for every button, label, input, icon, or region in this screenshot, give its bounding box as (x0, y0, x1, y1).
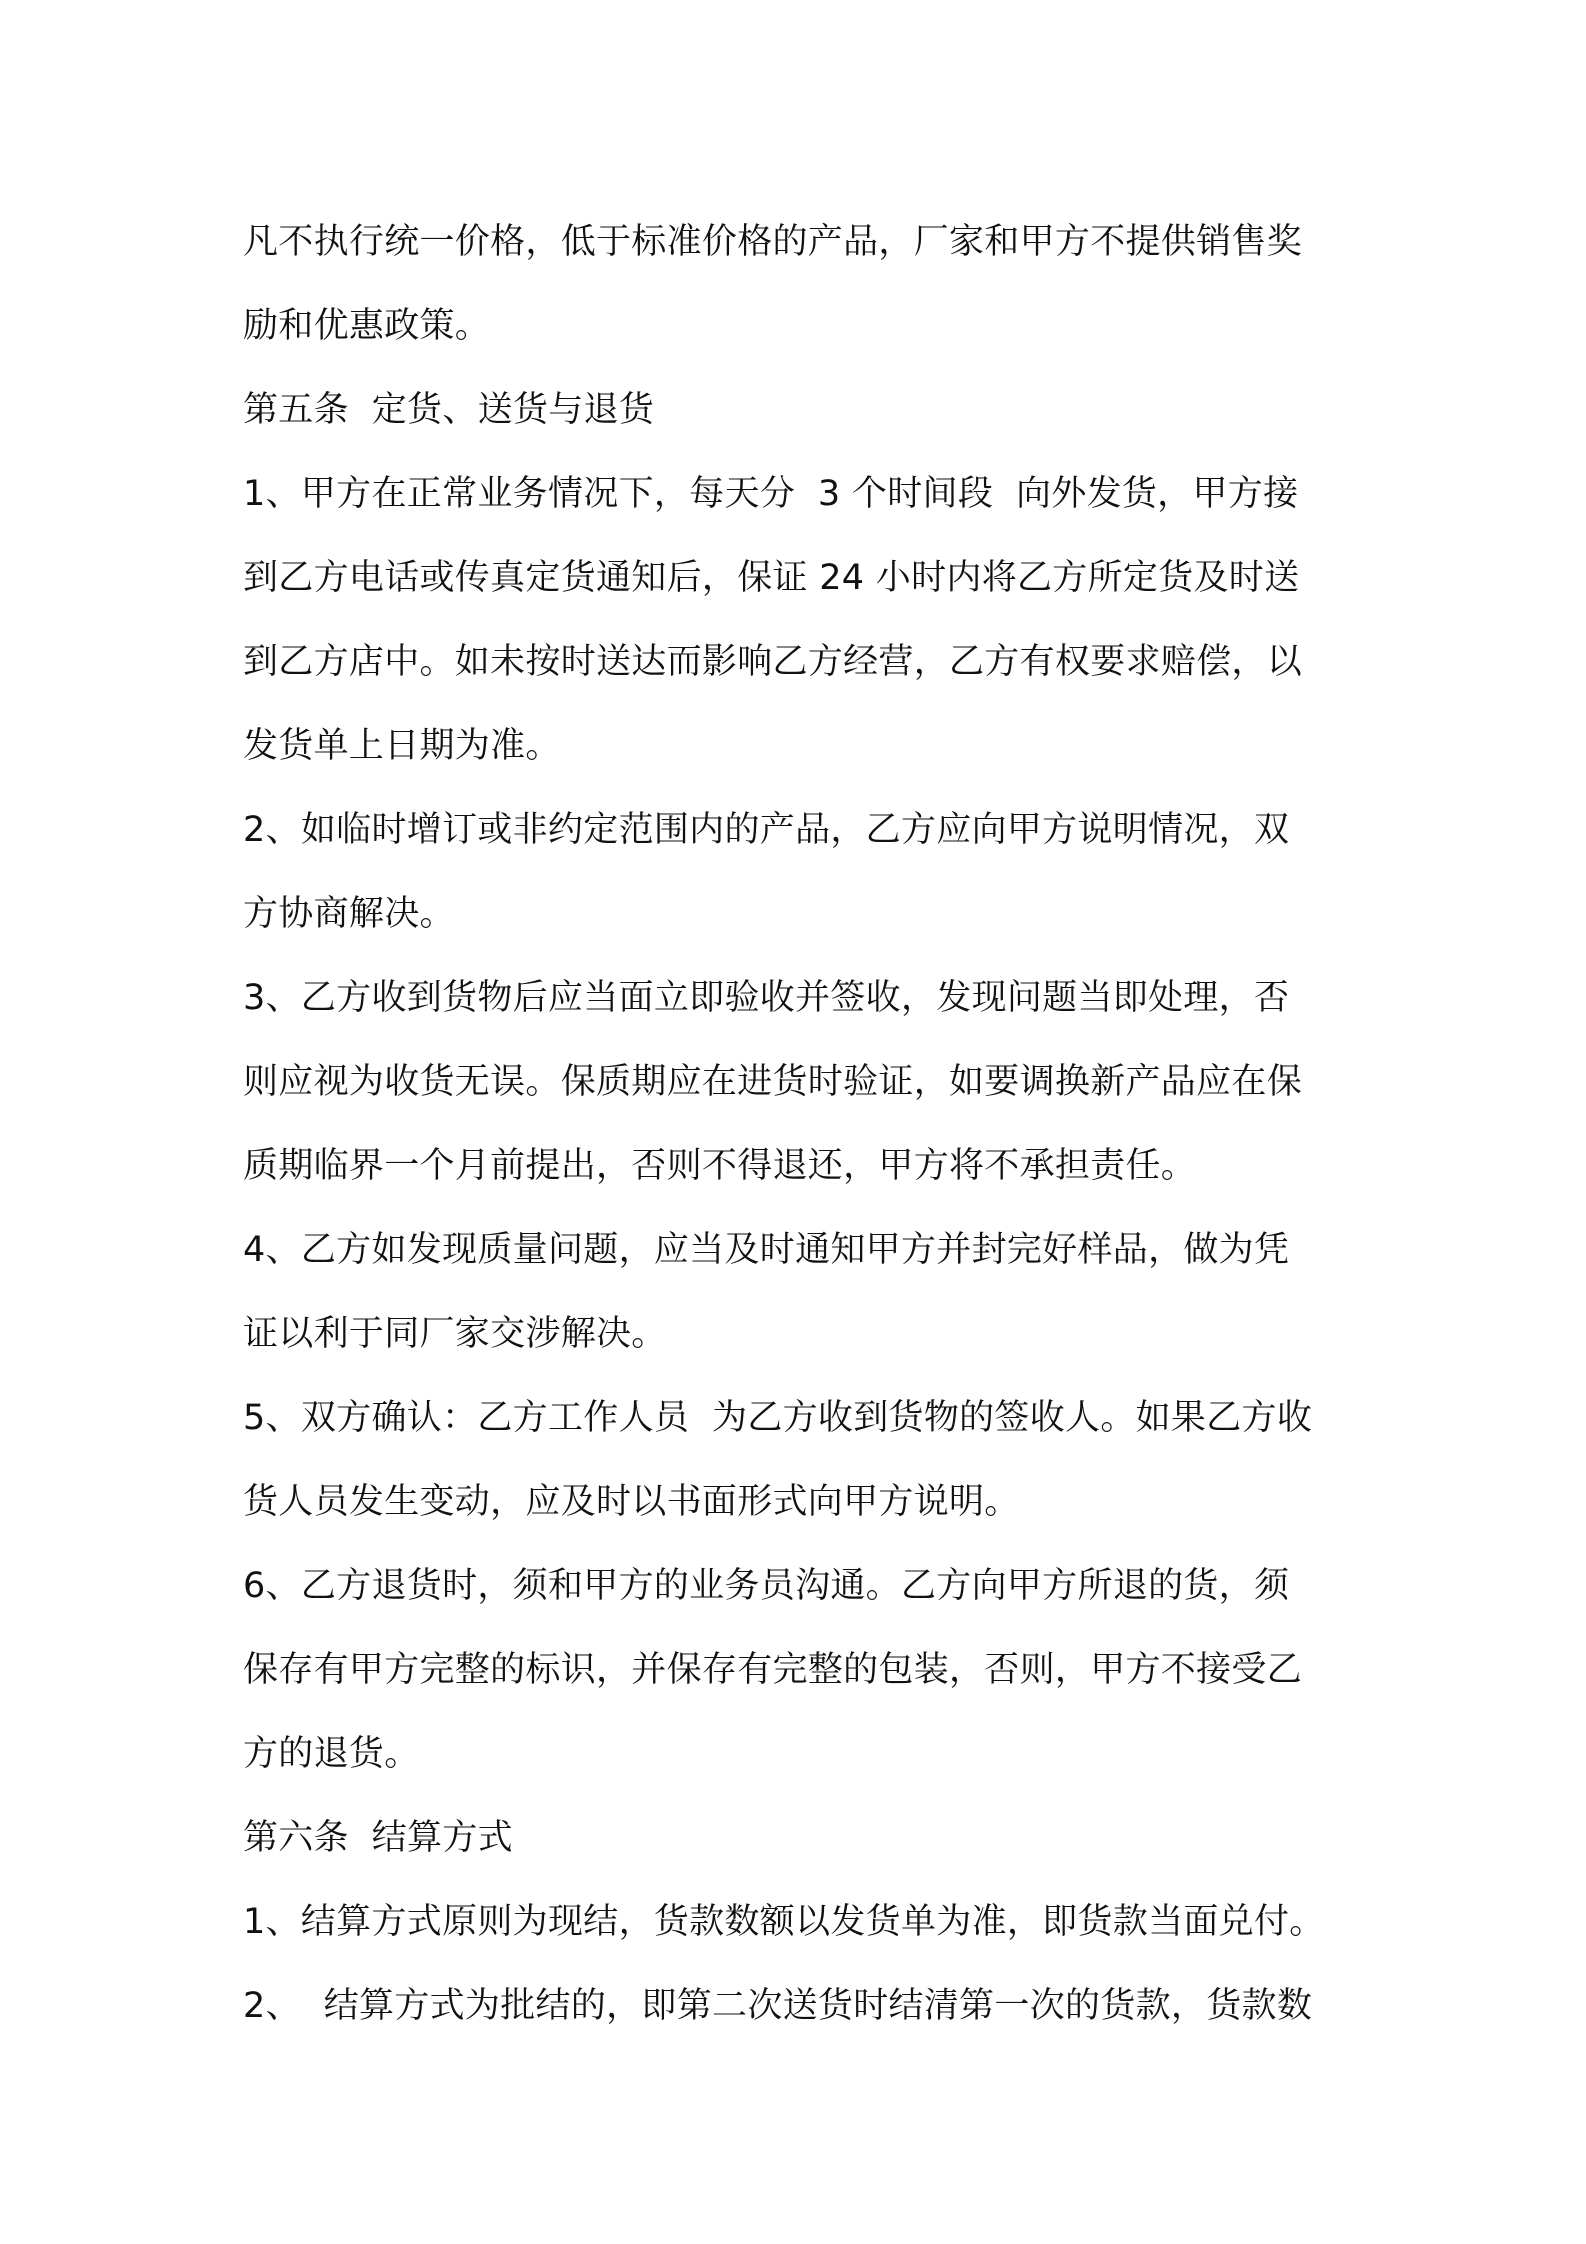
clause-line: 则应视为收货无误。保质期应在进货时验证，如要调换新产品应在保 (243, 1062, 1303, 1102)
article-heading: 第六条 结算方式 (243, 1818, 513, 1858)
paragraph-continuation-line: 励和优惠政策。 (243, 306, 491, 346)
clause-line: 2、 结算方式为批结的，即第二次送货时结清第一次的货款，货款数 (243, 1986, 1313, 2026)
clause-line: 3、乙方收到货物后应当面立即验收并签收，发现问题当即处理，否 (243, 978, 1290, 1018)
clause-line: 到乙方电话或传真定货通知后，保证 24 小时内将乙方所定货及时送 (243, 558, 1300, 598)
clause-line: 2、如临时增订或非约定范围内的产品，乙方应向甲方说明情况，双 (243, 810, 1290, 850)
clause-line: 5、双方确认：乙方工作人员 为乙方收到货物的签收人。如果乙方收 (243, 1398, 1313, 1438)
document-body (243, 200, 1355, 2048)
clause-line: 6、乙方退货时，须和甲方的业务员沟通。乙方向甲方所退的货，须 (243, 1566, 1290, 1606)
clause-line: 1、结算方式原则为现结，货款数额以发货单为准，即货款当面兑付。 (243, 1902, 1325, 1942)
clause-line: 发货单上日期为准。 (243, 726, 561, 766)
clause-line: 质期临界一个月前提出，否则不得退还，甲方将不承担责任。 (243, 1146, 1197, 1186)
clause-line: 保存有甲方完整的标识，并保存有完整的包装，否则，甲方不接受乙 (243, 1650, 1303, 1690)
clause-line: 货人员发生变动，应及时以书面形式向甲方说明。 (243, 1482, 1020, 1522)
clause-line: 方协商解决。 (243, 894, 455, 934)
clause-line: 1、甲方在正常业务情况下，每天分 3 个时间段 向外发货，甲方接 (243, 474, 1299, 514)
clause-line: 到乙方店中。如未按时送达而影响乙方经营，乙方有权要求赔偿，以 (243, 642, 1303, 682)
article-heading: 第五条 定货、送货与退货 (243, 390, 655, 430)
clause-line: 方的退货。 (243, 1734, 420, 1774)
paragraph-continuation-line: 凡不执行统一价格，低于标准价格的产品，厂家和甲方不提供销售奖 (243, 222, 1303, 262)
clause-line: 证以利于同厂家交涉解决。 (243, 1314, 667, 1354)
clause-line: 4、乙方如发现质量问题，应当及时通知甲方并封完好样品，做为凭 (243, 1230, 1290, 1270)
